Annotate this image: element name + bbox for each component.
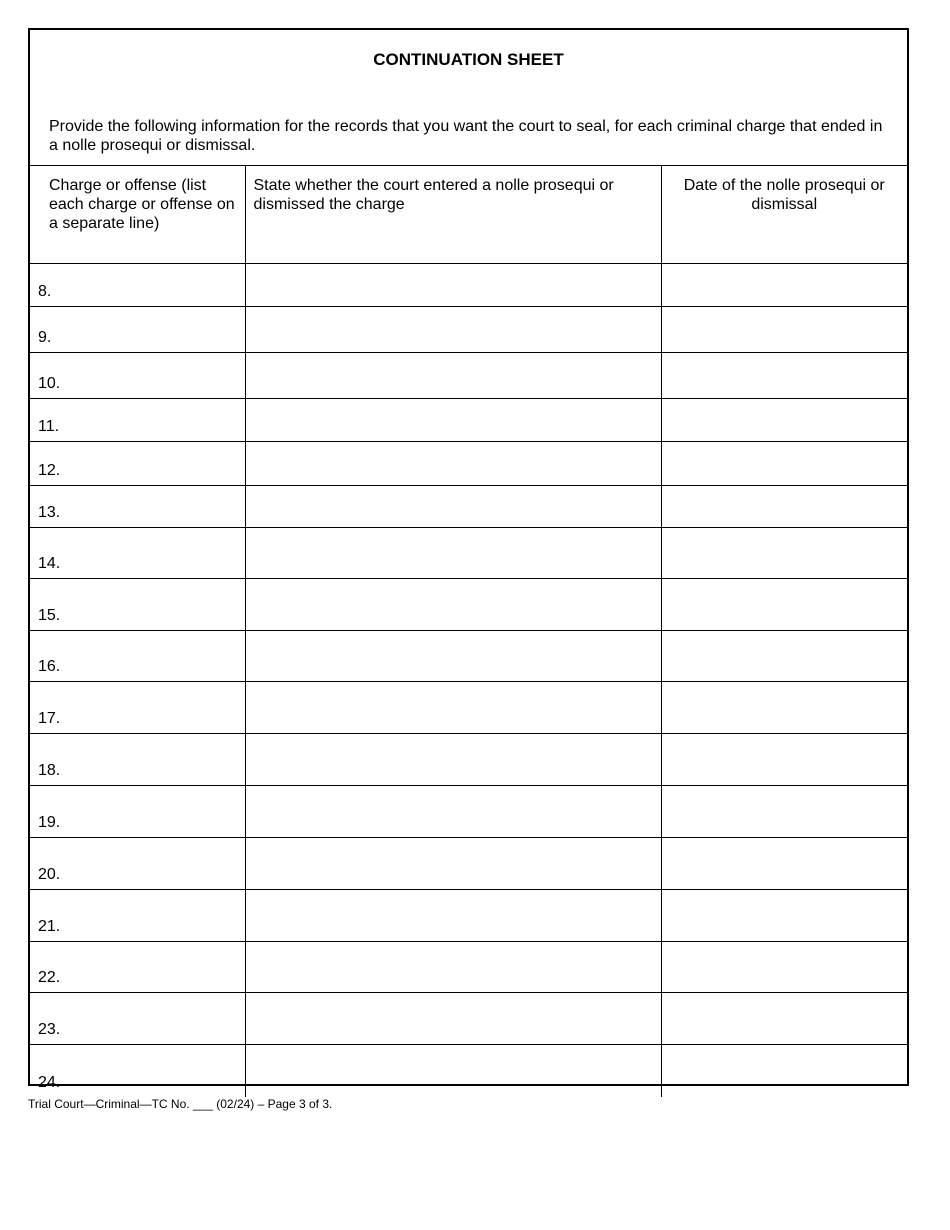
- table-header-row: [30, 166, 907, 264]
- charges-table: [30, 165, 907, 1097]
- disposition-date-cell[interactable]: [661, 890, 907, 942]
- charge-offense-cell[interactable]: 9.: [30, 307, 245, 353]
- disposition-date-cell[interactable]: [661, 734, 907, 786]
- table-row: [30, 486, 907, 528]
- disposition-date-cell[interactable]: [661, 838, 907, 890]
- charge-offense-cell[interactable]: 18.: [30, 734, 245, 786]
- disposition-cell[interactable]: [245, 353, 661, 399]
- disposition-cell[interactable]: [245, 734, 661, 786]
- disposition-cell[interactable]: [245, 838, 661, 890]
- charge-offense-cell[interactable]: 13.: [30, 486, 245, 528]
- table-row: [30, 838, 907, 890]
- table-row: [30, 942, 907, 993]
- table-row: [30, 264, 907, 307]
- table-row: [30, 579, 907, 631]
- disposition-cell[interactable]: [245, 1045, 661, 1097]
- table-row: [30, 734, 907, 786]
- header-charge-offense: Charge or offense (list each charge or offense on a separate line): [30, 166, 245, 264]
- disposition-cell[interactable]: [245, 264, 661, 307]
- charge-offense-cell[interactable]: 24.: [30, 1045, 245, 1097]
- charge-offense-cell[interactable]: 15.: [30, 579, 245, 631]
- disposition-date-cell[interactable]: [661, 1045, 907, 1097]
- form-instructions: Provide the following information for the records that you want the court to seal, for each criminal charge that ended in a nolle prosequi or dismissal.: [49, 118, 883, 154]
- disposition-date-cell[interactable]: [661, 486, 907, 528]
- table-row: [30, 442, 907, 486]
- table-row: [30, 307, 907, 353]
- disposition-date-cell[interactable]: [661, 399, 907, 442]
- table-row: [30, 1045, 907, 1097]
- disposition-cell[interactable]: [245, 307, 661, 353]
- charge-offense-cell[interactable]: 22.: [30, 942, 245, 993]
- disposition-cell[interactable]: [245, 942, 661, 993]
- table-row: [30, 786, 907, 838]
- table-row: [30, 399, 907, 442]
- disposition-cell[interactable]: [245, 442, 661, 486]
- header-disposition-date: Date of the nolle prosequi or dismissal: [661, 166, 907, 264]
- disposition-cell[interactable]: [245, 890, 661, 942]
- charge-offense-cell[interactable]: 19.: [30, 786, 245, 838]
- table-row: [30, 993, 907, 1045]
- form-frame: [28, 28, 909, 1091]
- header-disposition: State whether the court entered a nolle prosequi or dismissed the charge: [245, 166, 661, 264]
- table-row: [30, 890, 907, 942]
- charge-offense-cell[interactable]: 14.: [30, 528, 245, 579]
- disposition-date-cell[interactable]: [661, 579, 907, 631]
- disposition-cell[interactable]: [245, 993, 661, 1045]
- table-row: [30, 682, 907, 734]
- form-title: CONTINUATION SHEET: [373, 50, 564, 69]
- disposition-date-cell[interactable]: [661, 353, 907, 399]
- charge-offense-cell[interactable]: 23.: [30, 993, 245, 1045]
- disposition-date-cell[interactable]: [661, 942, 907, 993]
- disposition-date-cell[interactable]: [661, 786, 907, 838]
- disposition-cell[interactable]: [245, 399, 661, 442]
- charge-offense-cell[interactable]: 21.: [30, 890, 245, 942]
- disposition-cell[interactable]: [245, 528, 661, 579]
- disposition-cell[interactable]: [245, 682, 661, 734]
- disposition-date-cell[interactable]: [661, 993, 907, 1045]
- table-row: [30, 353, 907, 399]
- charge-offense-cell[interactable]: 11.: [30, 399, 245, 442]
- disposition-cell[interactable]: [245, 786, 661, 838]
- charge-offense-cell[interactable]: 17.: [30, 682, 245, 734]
- disposition-date-cell[interactable]: [661, 307, 907, 353]
- table-row: [30, 528, 907, 579]
- disposition-date-cell[interactable]: [661, 442, 907, 486]
- charge-offense-cell[interactable]: 12.: [30, 442, 245, 486]
- charge-offense-cell[interactable]: 10.: [30, 353, 245, 399]
- disposition-date-cell[interactable]: [661, 264, 907, 307]
- form-footer: Trial Court—Criminal—TC No. ___ (02/24) – Page 3 of 3.: [28, 1097, 333, 1111]
- disposition-cell[interactable]: [245, 579, 661, 631]
- disposition-cell[interactable]: [245, 631, 661, 682]
- table-row: [30, 631, 907, 682]
- disposition-date-cell[interactable]: [661, 631, 907, 682]
- charge-offense-cell[interactable]: 20.: [30, 838, 245, 890]
- disposition-cell[interactable]: [245, 486, 661, 528]
- disposition-date-cell[interactable]: [661, 528, 907, 579]
- charge-offense-cell[interactable]: 16.: [30, 631, 245, 682]
- charge-offense-cell[interactable]: 8.: [30, 264, 245, 307]
- disposition-date-cell[interactable]: [661, 682, 907, 734]
